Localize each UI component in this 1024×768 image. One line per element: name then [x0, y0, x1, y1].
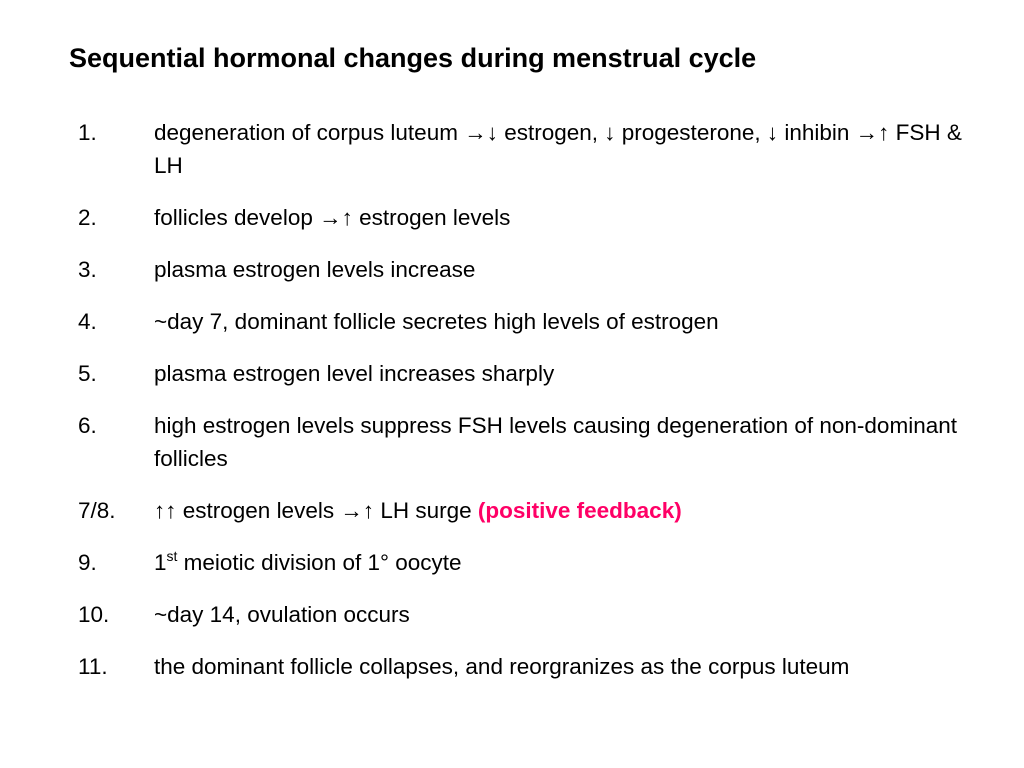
- item-text: ~day 7, dominant follicle secretes high levels of estrogen: [154, 309, 719, 334]
- item-text: meiotic division of 1° oocyte: [177, 550, 462, 575]
- list-item: [78, 650, 966, 683]
- list-item: [78, 409, 966, 475]
- list-item: [78, 598, 966, 631]
- item-text-prefix: 1: [154, 550, 167, 575]
- positive-feedback-highlight: (positive feedback): [477, 498, 682, 523]
- list-item: [78, 116, 966, 182]
- item-text: the dominant follicle collapses, and reorgranizes as the corpus luteum: [154, 654, 850, 679]
- numbered-list: [78, 116, 978, 702]
- item-text: ↑↑ estrogen levels →↑ LH surge: [154, 498, 478, 523]
- item-number: 9.: [78, 550, 97, 575]
- item-text-wrapper: [154, 494, 966, 527]
- list-item: [78, 253, 966, 286]
- list-item: [78, 201, 966, 234]
- list-item: [78, 546, 966, 579]
- item-number: 3.: [78, 257, 97, 282]
- item-text: high estrogen levels suppress FSH levels causing degeneration of non-dominant follicles: [154, 413, 957, 471]
- ordinal-superscript: st: [166, 547, 178, 564]
- item-text-wrapper: [154, 546, 966, 579]
- item-number: 5.: [78, 361, 97, 386]
- item-number: 1.: [78, 120, 97, 145]
- item-text: follicles develop →↑ estrogen levels: [154, 205, 511, 230]
- item-text: plasma estrogen levels increase: [154, 257, 476, 282]
- item-text: ~day 14, ovulation occurs: [154, 602, 410, 627]
- item-number: 4.: [78, 309, 97, 334]
- item-number: 6.: [78, 413, 97, 438]
- list-item: [78, 305, 966, 338]
- item-number: 2.: [78, 205, 97, 230]
- item-text: plasma estrogen level increases sharply: [154, 361, 555, 386]
- item-number: 11.: [78, 654, 108, 679]
- item-number: 7/8.: [78, 498, 116, 523]
- item-number: 10.: [78, 602, 110, 627]
- item-text: degeneration of corpus luteum →↓ estrogen, ↓ progesterone, ↓ inhibin →↑ FSH & LH: [154, 120, 962, 178]
- slide-title: Sequential hormonal changes during menstrual cycle: [69, 43, 757, 73]
- list-item: [78, 357, 966, 390]
- list-item: [78, 494, 966, 527]
